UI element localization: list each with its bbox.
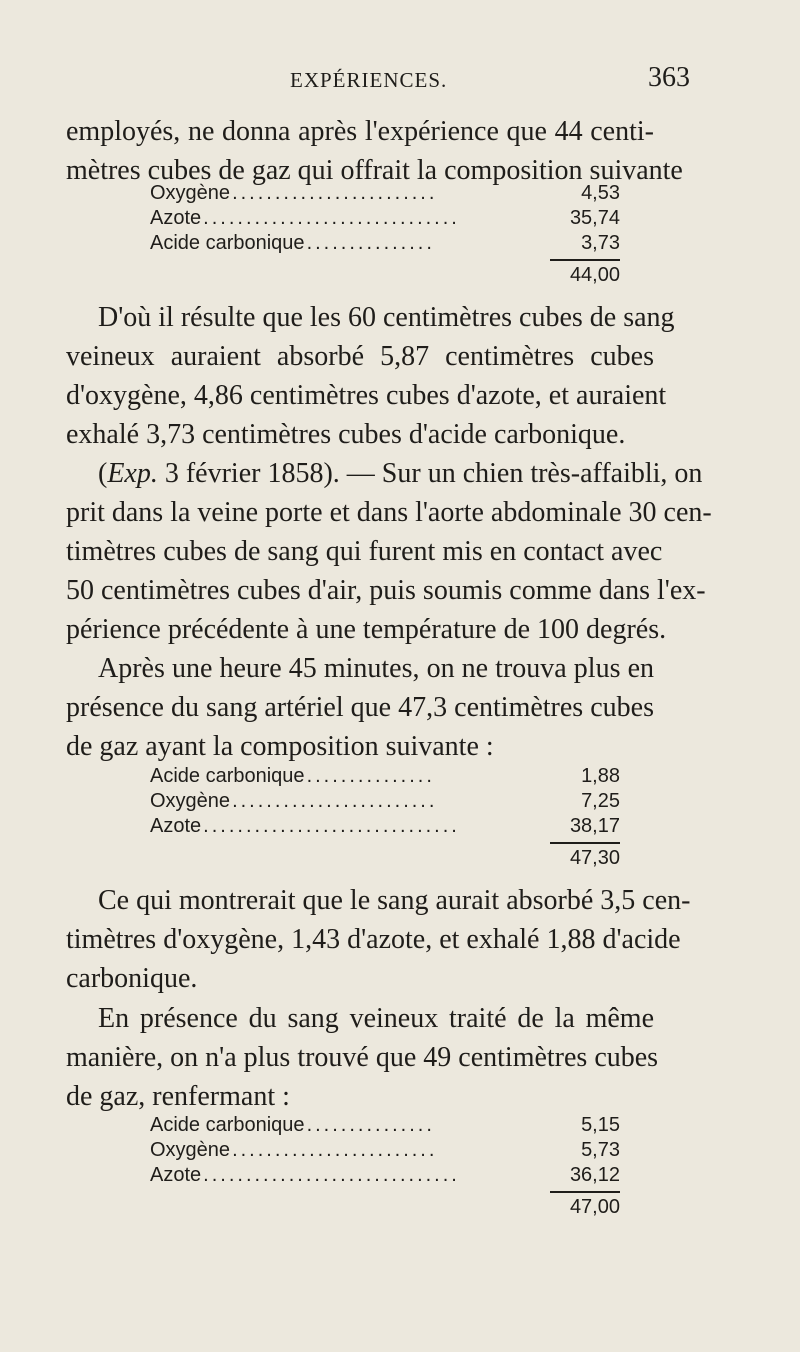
gas-value: 35,74 [569,207,620,229]
leader-dots: ............... [306,765,435,787]
table-row [150,231,620,256]
gas-value: 38,17 [569,815,620,837]
table-total: 47,00 [569,1196,620,1218]
text-line: timètres d'oxygène, 1,43 d'azote, et exhalé 1,88 d'acide [66,924,681,955]
text-line: carbonique. [66,963,198,994]
text-line: périence précédente à une température de 100 degrés. [66,614,667,645]
gas-value: 7,25 [581,790,620,812]
text-line: d'oxygène, 4,86 centimètres cubes d'azote, et auraient [66,380,667,411]
table-total: 44,00 [569,264,620,286]
leader-dots: ........................ [232,182,438,204]
gas-label: Oxygène [150,182,231,204]
text-line: Ce qui montrerait que le sang aurait absorbé 3,5 cen- [98,885,691,916]
composition-table-1 [150,181,620,288]
gas-value: 5,73 [581,1139,620,1161]
text-line [66,454,703,493]
leader-dots: ........................ [232,790,438,812]
paragraph-5 [66,881,691,998]
leader-dots: .............................. [203,1164,460,1186]
composition-table-3 [150,1113,620,1220]
gas-value: 1,88 [581,765,620,787]
text-line: 50 centimètres cubes d'air, puis soumis comme dans l'ex- [66,575,706,606]
gas-label: Azote [150,207,202,229]
composition-table-2 [150,764,620,871]
gas-value: 36,12 [569,1164,620,1186]
text-line: exhalé 3,73 centimètres cubes d'acide carbonique. [66,419,626,450]
leader-dots: ............... [306,1114,435,1136]
leader-dots: .............................. [203,815,460,837]
text-line: manière, on n'a plus trouvé que 49 centimètres cubes [66,1042,659,1073]
text-line: Après une heure 45 minutes, on ne trouva plus en [98,653,654,684]
gas-label: Azote [150,815,202,837]
leader-dots: ........................ [232,1139,438,1161]
running-title: EXPÉRIENCES. [290,68,448,92]
text-line: D'où il résulte que les 60 centimètres cubes de sang [98,302,675,333]
experiment-label: Exp. [107,458,158,489]
table-row [150,814,620,839]
paragraph-4 [66,649,654,766]
text-line: de gaz, renfermant : [66,1081,290,1112]
text-line: veineux auraient absorbé 5,87 centimètres cubes [66,341,654,372]
leader-dots: ............... [306,232,435,254]
table-row [150,206,620,231]
table-row [150,789,620,814]
open-paren: ( [98,458,108,489]
paragraph-6 [66,999,659,1116]
table-row [150,1163,620,1188]
gas-label: Oxygène [150,790,231,812]
table-row [150,1113,620,1138]
table-total: 47,30 [569,847,620,869]
gas-label: Acide carbonique [150,765,305,787]
text-line: timètres cubes de sang qui furent mis en contact avec [66,536,663,567]
table-row [150,1138,620,1163]
gas-label: Azote [150,1164,202,1186]
paragraph-3 [66,454,712,649]
text-run: 3 février 1858). — Sur un chien très-affaibli, on [157,458,703,489]
gas-label: Oxygène [150,1139,231,1161]
gas-value: 3,73 [581,232,620,254]
table-row [150,764,620,789]
text-line: employés, ne donna après l'expérience que 44 centi- [66,116,654,147]
paragraph-2 [66,298,675,454]
page-number: 363 [648,62,690,93]
leader-dots: .............................. [203,207,460,229]
text-line: prit dans la veine porte et dans l'aorte abdominale 30 cen- [66,497,712,528]
gas-label: Acide carbonique [150,232,305,254]
gas-value: 4,53 [581,182,620,204]
gas-value: 5,15 [581,1114,620,1136]
gas-label: Acide carbonique [150,1114,305,1136]
text-line: mètres cubes de gaz qui offrait la composition suivante [66,155,683,186]
table-row [150,181,620,206]
text-line: présence du sang artériel que 47,3 centimètres cubes [66,692,654,723]
text-line: de gaz ayant la composition suivante : [66,731,494,762]
text-line: En présence du sang veineux traité de la même [98,1003,654,1034]
paragraph-1 [66,112,683,190]
